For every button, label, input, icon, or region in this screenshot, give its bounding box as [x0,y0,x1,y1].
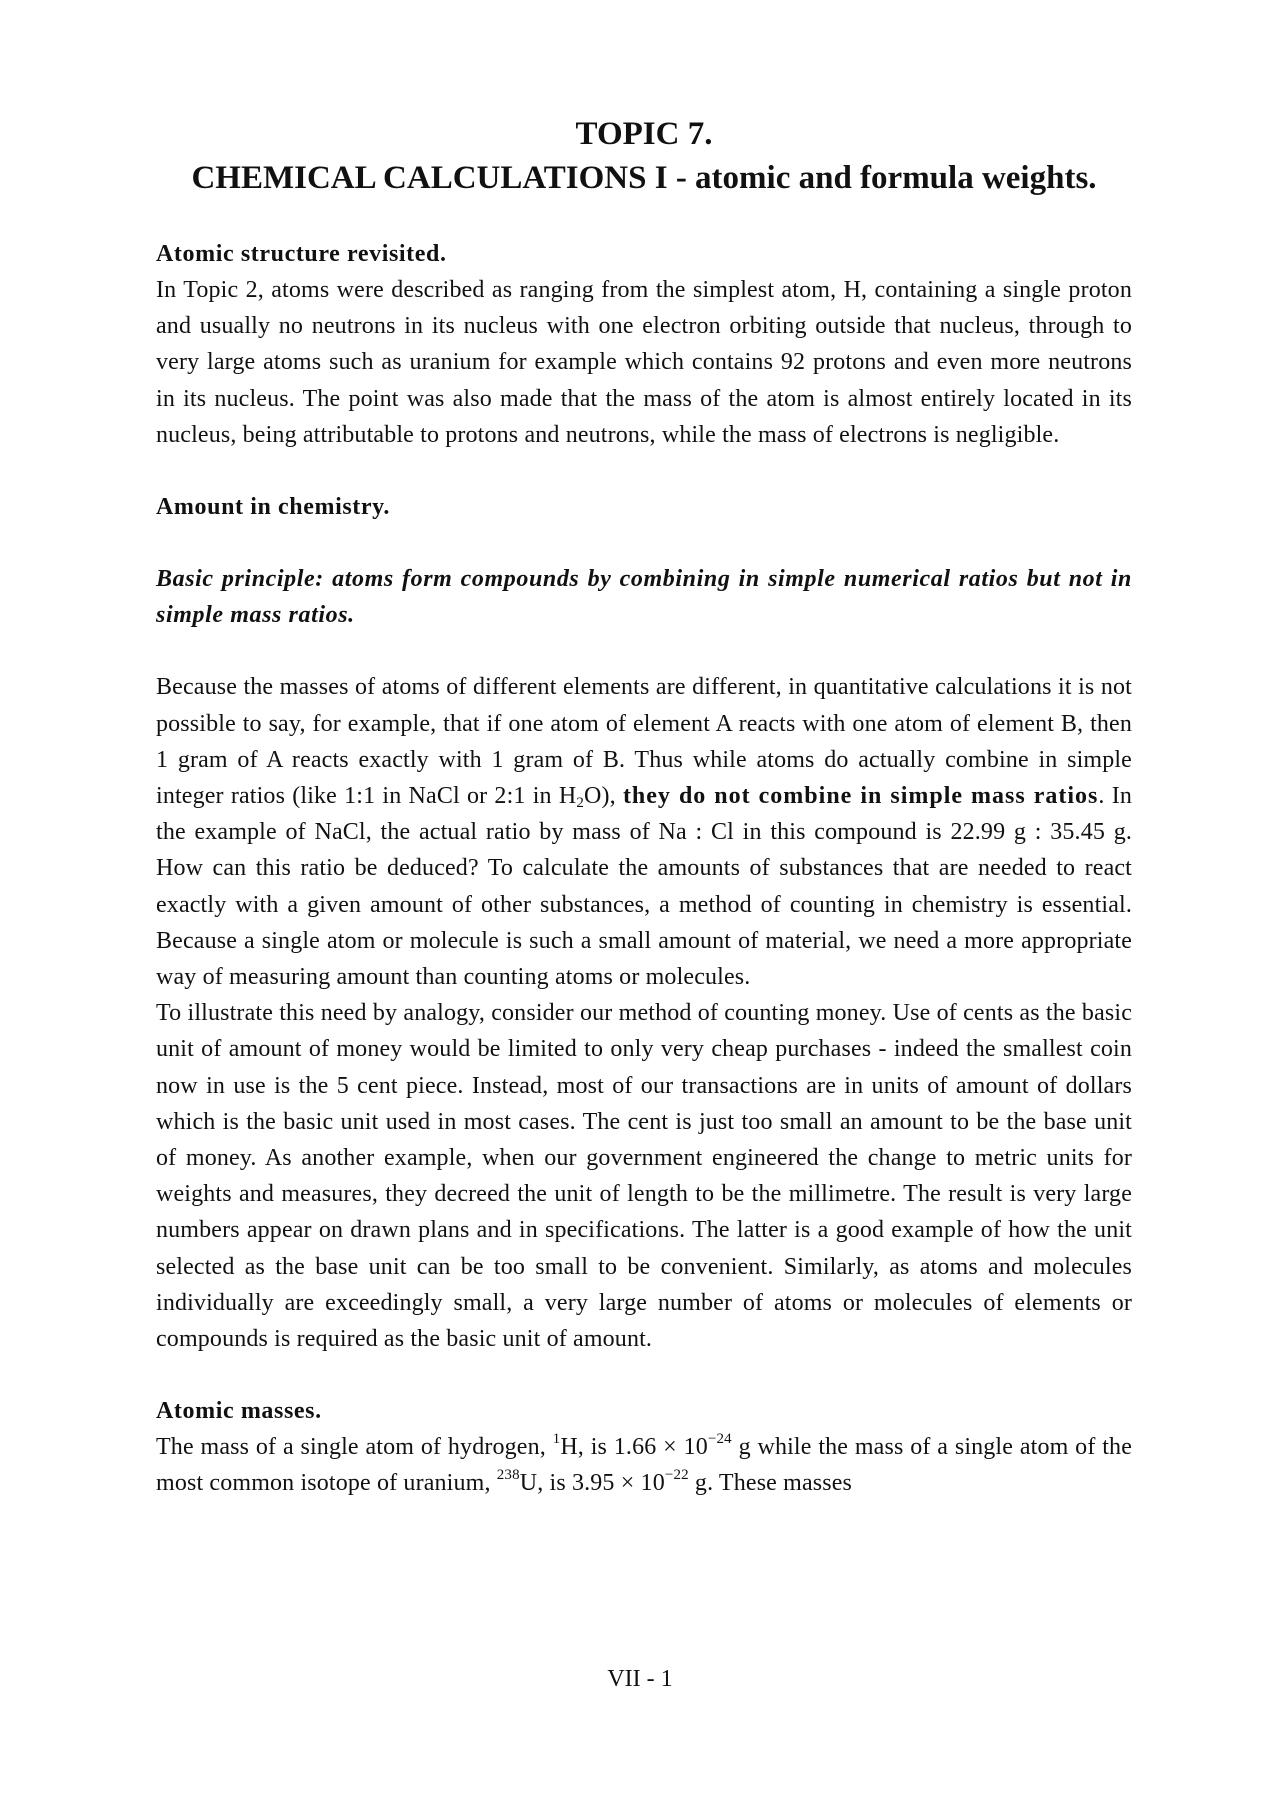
paragraph-atomic-structure: In Topic 2, atoms were described as ranging from the simplest atom, H, containing a single proton and usually no neutrons in its nucleus with one electron orbiting outside that nucleus, through to very large atoms such as uranium for example which contains 92 protons and even more neutrons in its nucleus. The point was also made that the mass of the atom is almost entirely located in its nucleus, being attributable to protons and neutrons, while the mass of electrons is negligible. [156,277,1132,448]
heading-amount: Amount in chemistry. [156,494,390,521]
text-run: . In the example of NaCl, the actual ratio by mass of Na : Cl in this compound is 22.99 g : 35.45 g. How can this ratio be deduced? To calculate the amounts of substances that are needed to react exactly with a given amount of other substances, a method of counting in chemistry is essential. Because a single atom or molecule is such a small amount of material, we need a more appropriate way of measuring amount than counting atoms or molecules. [156,783,1132,991]
basic-principle: Basic principle: atoms form compounds by combining in simple numerical ratios but not in simple mass ratios. [156,566,1132,629]
text-run: g. These masses [688,1470,853,1497]
text-run: H, is 1.66 × 10 [560,1434,708,1461]
emphasis-text: they do not combine in simple mass ratios [622,783,1099,810]
text-run: U, is 3.95 × 10 [519,1470,665,1497]
paragraph-atomic-masses [156,1429,1132,1501]
text-run: O), [583,783,623,810]
heading-atomic-structure: Atomic structure revisited. [156,241,447,267]
spacer [156,200,1132,236]
heading-atomic-masses: Atomic masses. [156,1398,322,1425]
spacer [156,633,1132,669]
spacer [156,1357,1132,1393]
page-number: VII - 1 [607,1666,673,1692]
spacer [156,525,1132,561]
paragraph-amount-1 [156,669,1132,995]
superscript: −22 [664,1467,689,1484]
subscript: 2 [576,795,584,812]
paragraph-amount-2: To illustrate this need by analogy, consider our method of counting money. Use of cents as the basic unit of amount of money would be limited to only very cheap purchases - indeed the smallest coin now in use is the 5 cent piece. Instead, most of our transactions are in units of amount of dollars which is the basic unit used in most cases. The cent is just too small an amount to be the base unit of money. As another example, when our government engineered the change to metric units for weights and measures, they decreed the unit of length to be the millimetre. The result is very large numbers appear on drawn plans and in specifications. The latter is a good example of how the unit selected as the base unit can be too small to be convenient. Similarly, as atoms and molecules individually are exceedingly small, a very large number of atoms or molecules of elements or compounds is required as the basic unit of amount. [156,1000,1132,1353]
topic-title: TOPIC 7. [575,116,713,152]
spacer [156,453,1132,489]
topic-subtitle: CHEMICAL CALCULATIONS I - atomic and formula weights. [191,160,1097,196]
text-run: The mass of a single atom of hydrogen, [156,1434,553,1461]
text-run: Because the masses of atoms of different elements are different, in quantitative calculations it is not possible to say, for example, that if one atom of element A reacts with one atom of element B, then 1 gram of A reacts exactly with 1 gram of B. Thus while atoms do actually combine in simple integer ratios (like 1:1 in NaCl or 2:1 in H [156,674,1132,810]
superscript: −24 [707,1431,732,1448]
document-page [156,112,1132,1502]
superscript: 1 [552,1431,561,1448]
text-run: g while the mass of a single atom of the most common isotope of uranium, [156,1434,1132,1497]
superscript: 238 [496,1467,520,1484]
